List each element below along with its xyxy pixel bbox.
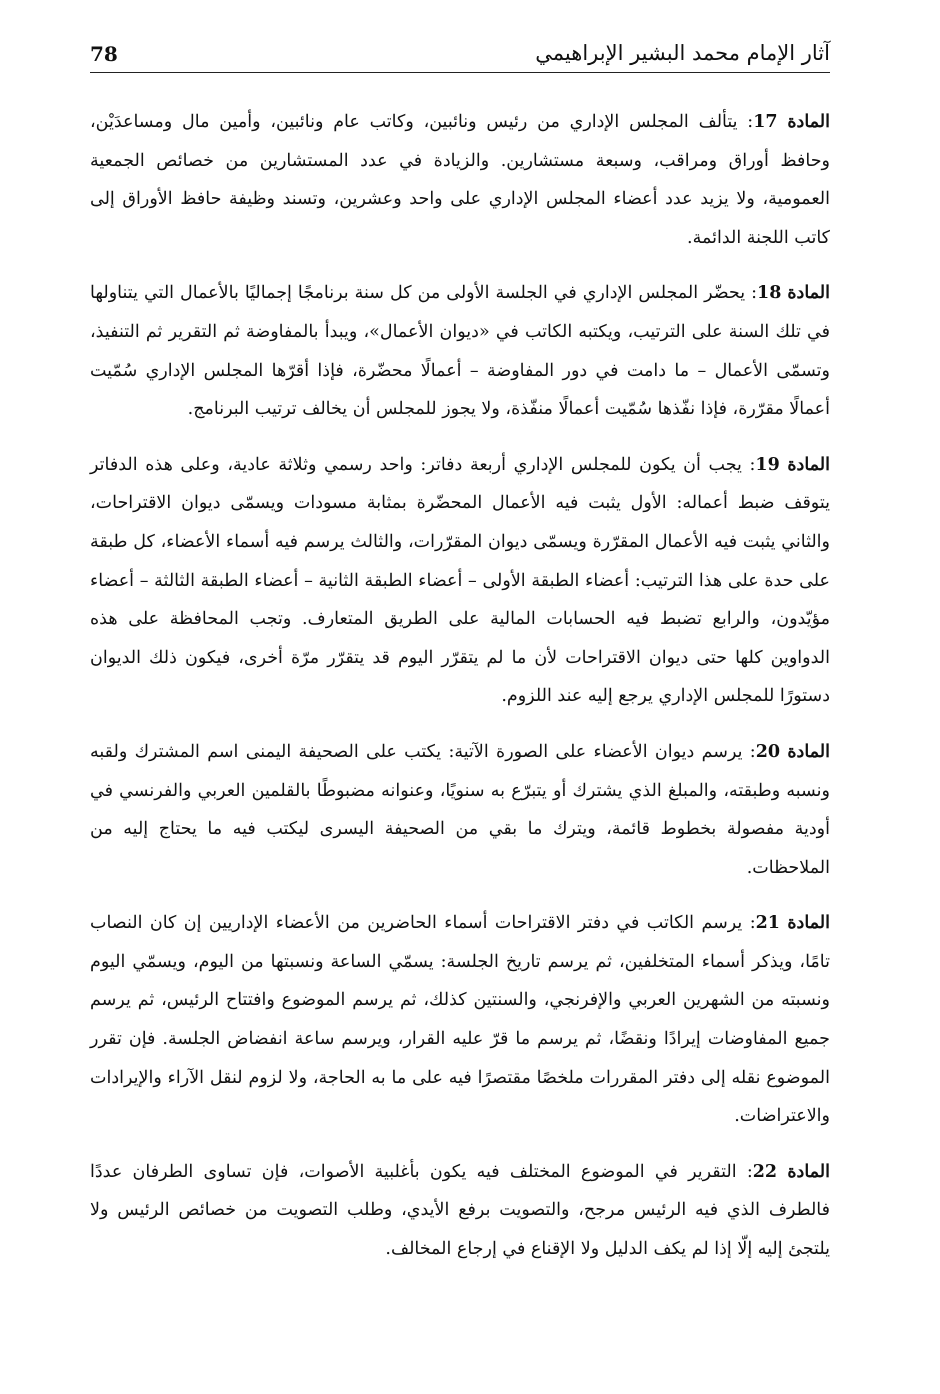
article-number: 18 xyxy=(757,283,782,304)
article-text: : يتألف المجلس الإداري من رئيس ونائبين، وكاتب عام ونائبين، وأمين مال ومساعدَيْن، وحافظ أوراق ومراقب، وسبعة مستشارين. والزيادة في عدد المستشارين من خصائص الجمعية العمومية، ولا يزيد عدد أعضاء المجلس الإداري على واحد وعشرين، وتسند وظيفة حافظ الأوراق إلى كاتب اللجنة الدائمة. xyxy=(90,112,830,248)
article-label: المادة xyxy=(787,913,830,934)
article-number: 22 xyxy=(752,1161,778,1182)
book-page xyxy=(90,28,830,1286)
article-label: المادة xyxy=(787,1161,830,1182)
article-text: : يحضّر المجلس الإداري في الجلسة الأولى من كل سنة برنامجًا إجماليًا بالأعمال التي يتناولها في تلك السنة على الترتيب، ويكتبه الكاتب في «ديوان الأعمال»، ويبدأ بالمفاوضة ثم التقرير ثم التنفيذ، وتسمّى الأعمال – ما دامت في دور المفاوضة – أعمالًا محضّرة، فإذا أقرّها المجلس الإداري سُمّيت أعمالًا مقرّرة، فإذا نفّذها سُمّيت أعمالًا منفّذة، ولا يجوز للمجلس أن يخالف ترتيب البرنامج. xyxy=(90,283,830,420)
article-number: 21 xyxy=(755,913,780,934)
article-19 xyxy=(90,446,830,716)
body-text xyxy=(90,103,830,1269)
page-number: 78 xyxy=(90,42,118,66)
article-text: : التقرير في الموضوع المختلف فيه يكون بأغلبية الأصوات، فإن تساوى الطرفان عددًا فالطرف الذي فيه الرئيس مرجح، والتصويت برفع الأيدي، وطلب التصويت من خصائص الرئيس ولا يلتجئ إليه إلّا إذا لم يكف الدليل ولا الإقناع في إرجاع المخالف. xyxy=(90,1161,830,1260)
article-20 xyxy=(90,733,830,887)
article-number: 20 xyxy=(755,741,781,762)
article-label: المادة xyxy=(787,283,830,304)
running-header xyxy=(90,28,830,73)
article-17 xyxy=(90,103,830,257)
article-text: : يرسم ديوان الأعضاء على الصورة الآتية: يكتب على الصحيفة اليمنى اسم المشترك ولقبه ونسبه وطبقته، والمبلغ الذي يشترك أو يتبرّع به سنويًا، وعنوانه مضبوطًا بالقلمين العربي والفرنسي في أودية مفصولة بخطوط قائمة، ويترك ما بقي من الصحيفة اليسرى ليكتب فيه ما يحتاج إليه من الملاحظات. xyxy=(90,741,830,878)
article-label: المادة xyxy=(787,454,830,475)
article-text: : يرسم الكاتب في دفتر الاقتراحات أسماء الحاضرين من الأعضاء الإداريين إن كان النصاب تامًا، ويذكر أسماء المتخلفين، ثم يرسم تاريخ الجلسة: يسمّي الساعة ونسبتها من اليوم، ويسمّي اليوم ونسبته من الشهرين العربي والإفرنجي، والسنتين كذلك، ثم يرسم الموضوع وافتتاح الرئيس، ثم يرسم جميع المفاوضات إيرادًا ونقضًا، ثم يرسم ما قرّ عليه القرار، ويرسم ساعة انفضاض الجلسة. فإن تقرر الموضوع نقله إلى دفتر المقررات ملخصًا مقتصرًا فيه على ما به الحاجة، ولا لزوم لنقل الآراء والإيرادات والاعتراضات. xyxy=(90,913,830,1127)
article-text: : يجب أن يكون للمجلس الإداري أربعة دفاتر: واحد رسمي وثلاثة عادية، وعلى هذه الدفاتر يتوقف ضبط أعماله: الأول يثبت فيه الأعمال المحضّرة بمثابة مسودات ويسمّى ديوان الاقتراحات، والثاني يثبت فيه الأعمال المقرّرة ويسمّى ديوان المقرّرات، والثالث يرسم فيه أسماء الأعضاء، كل طبقة على حدة على هذا الترتيب: أعضاء الطبقة الأولى – أعضاء الطبقة الثانية – أعضاء الطبقة الثالثة – أعضاء مؤيّدون، والرابع تضبط فيه الحسابات المالية على الطريق المتعارف. وتجب المحافظة على هذه الدواوين كلها حتى ديوان الاقتراحات لأن ما لم يتقرّر اليوم قد يتقرّر مرّة أخرى، فيكون ذلك الديوان دستورًا للمجلس الإداري يرجع إليه عند اللزوم. xyxy=(90,454,830,707)
article-21 xyxy=(90,904,830,1136)
article-label: المادة xyxy=(787,741,830,762)
article-number: 17 xyxy=(753,112,778,132)
article-22 xyxy=(90,1153,830,1269)
article-18 xyxy=(90,274,830,428)
article-label: المادة xyxy=(787,112,830,132)
article-number: 19 xyxy=(755,454,780,475)
book-title: آثار الإمام محمد البشير الإبراهيمي xyxy=(535,41,830,65)
